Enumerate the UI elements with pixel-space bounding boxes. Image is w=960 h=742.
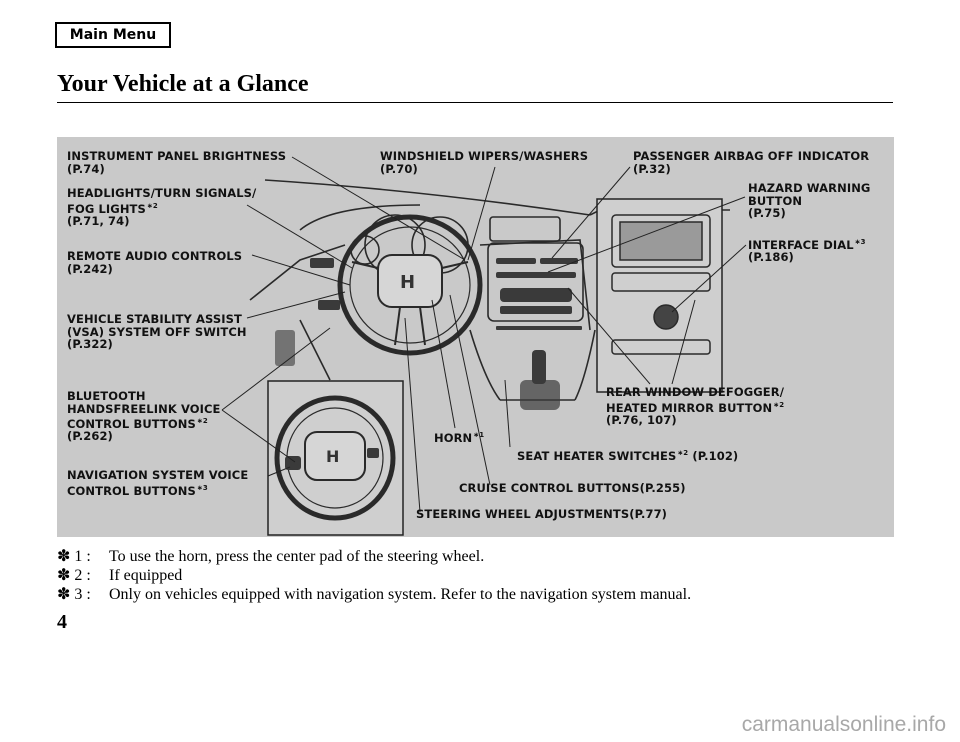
page-number: 4 <box>57 611 67 633</box>
steering-adjust-name: STEERING WHEEL ADJUSTMENTS <box>416 507 630 521</box>
defogger-line1: REAR WINDOW DEFOGGER/ <box>606 385 784 399</box>
bluetooth-line3: CONTROL BUTTONS <box>67 416 196 431</box>
page-title: Your Vehicle at a Glance <box>57 71 309 97</box>
defogger-footnote-mark: ∗2 <box>773 400 785 409</box>
wipers-name: WINDSHIELD WIPERS/WASHERS <box>380 149 589 163</box>
footnote-3 <box>57 584 691 604</box>
defogger-line2: HEATED MIRROR BUTTON <box>606 400 773 415</box>
remote-audio-ref[interactable]: (P.242) <box>67 261 113 276</box>
footnote-2 <box>57 565 182 585</box>
seat-heater-name: SEAT HEATER SWITCHES <box>517 448 677 463</box>
defogger-label <box>606 386 784 426</box>
instrument-brightness-label <box>67 150 286 175</box>
nav-voice-line1: NAVIGATION SYSTEM VOICE <box>67 468 249 482</box>
interface-dial-name: INTERFACE DIAL <box>748 237 854 252</box>
defogger-ref[interactable]: (P.76, 107) <box>606 412 677 427</box>
airbag-indicator-ref[interactable]: (P.32) <box>633 161 671 176</box>
headlights-line1: HEADLIGHTS/TURN SIGNALS/ <box>67 186 257 200</box>
footnote-1-mark: ✽ 1 : <box>57 548 91 565</box>
cruise-control-name: CRUISE CONTROL BUTTONS <box>459 481 640 495</box>
vsa-line2: (VSA) SYSTEM OFF SWITCH <box>67 324 247 339</box>
airbag-indicator-name: PASSENGER AIRBAG OFF INDICATOR <box>633 149 870 163</box>
main-menu-button[interactable]: Main Menu <box>55 22 171 48</box>
footnote-3-text: Only on vehicles equipped with navigation system. Refer to the navigation system manual. <box>109 586 692 603</box>
vsa-line1: VEHICLE STABILITY ASSIST <box>67 312 243 326</box>
headlights-label <box>67 187 256 227</box>
hazard-line1: HAZARD WARNING <box>748 181 871 195</box>
hazard-ref[interactable]: (P.75) <box>748 206 786 220</box>
airbag-indicator-label <box>633 150 869 175</box>
cruise-control-ref[interactable]: (P.255) <box>639 481 686 495</box>
remote-audio-label <box>67 250 242 275</box>
footnote-1-text: To use the horn, press the center pad of the steering wheel. <box>109 548 485 565</box>
footnote-2-text: If equipped <box>109 567 183 584</box>
watermark: carmanualsonline.info <box>741 713 946 736</box>
wipers-ref[interactable]: (P.70) <box>380 161 418 176</box>
horn-name: HORN <box>434 430 473 445</box>
bluetooth-footnote-mark: ∗2 <box>196 417 208 425</box>
nav-voice-label <box>67 469 248 497</box>
nav-voice-line2: CONTROL BUTTONS <box>67 483 196 498</box>
footnote-3-mark: ✽ 3 : <box>57 586 91 603</box>
remote-audio-name: REMOTE AUDIO CONTROLS <box>67 249 243 263</box>
bluetooth-line2: HANDSFREELINK VOICE <box>67 401 221 416</box>
interface-dial-label <box>748 236 866 264</box>
hazard-label <box>748 182 870 220</box>
vsa-label <box>67 313 247 351</box>
seat-heater-ref[interactable]: (P.102) <box>692 448 739 463</box>
headlights-footnote-mark: ∗2 <box>146 201 158 210</box>
nav-voice-footnote-mark: ∗3 <box>196 483 208 492</box>
horn-footnote-mark: ∗1 <box>473 431 485 439</box>
footnote-1 <box>57 546 484 566</box>
bluetooth-line1: BLUETOOTH <box>67 389 146 403</box>
steering-adjust-label <box>416 508 667 521</box>
headlights-ref[interactable]: (P.71, 74) <box>67 213 130 228</box>
svg-text:H: H <box>326 447 340 466</box>
steering-adjust-ref[interactable]: (P.77) <box>629 507 668 521</box>
wipers-label <box>380 150 588 175</box>
horn-label <box>434 429 484 444</box>
interface-dial-ref[interactable]: (P.186) <box>748 250 794 265</box>
instrument-brightness-name: INSTRUMENT PANEL BRIGHTNESS <box>67 149 287 163</box>
bluetooth-ref[interactable]: (P.262) <box>67 429 113 444</box>
headlights-line2: FOG LIGHTS <box>67 201 146 216</box>
cruise-control-label <box>459 482 686 495</box>
hazard-line2: BUTTON <box>748 193 803 208</box>
instrument-brightness-ref[interactable]: (P.74) <box>67 161 105 176</box>
footnote-2-mark: ✽ 2 : <box>57 567 91 584</box>
seat-heater-footnote-mark: ∗2 <box>677 449 689 457</box>
bluetooth-label <box>67 390 221 443</box>
vsa-ref[interactable]: (P.322) <box>67 337 113 351</box>
svg-text:H: H <box>400 272 416 293</box>
interface-dial-footnote-mark: ∗3 <box>854 238 866 246</box>
seat-heater-label <box>517 447 738 462</box>
